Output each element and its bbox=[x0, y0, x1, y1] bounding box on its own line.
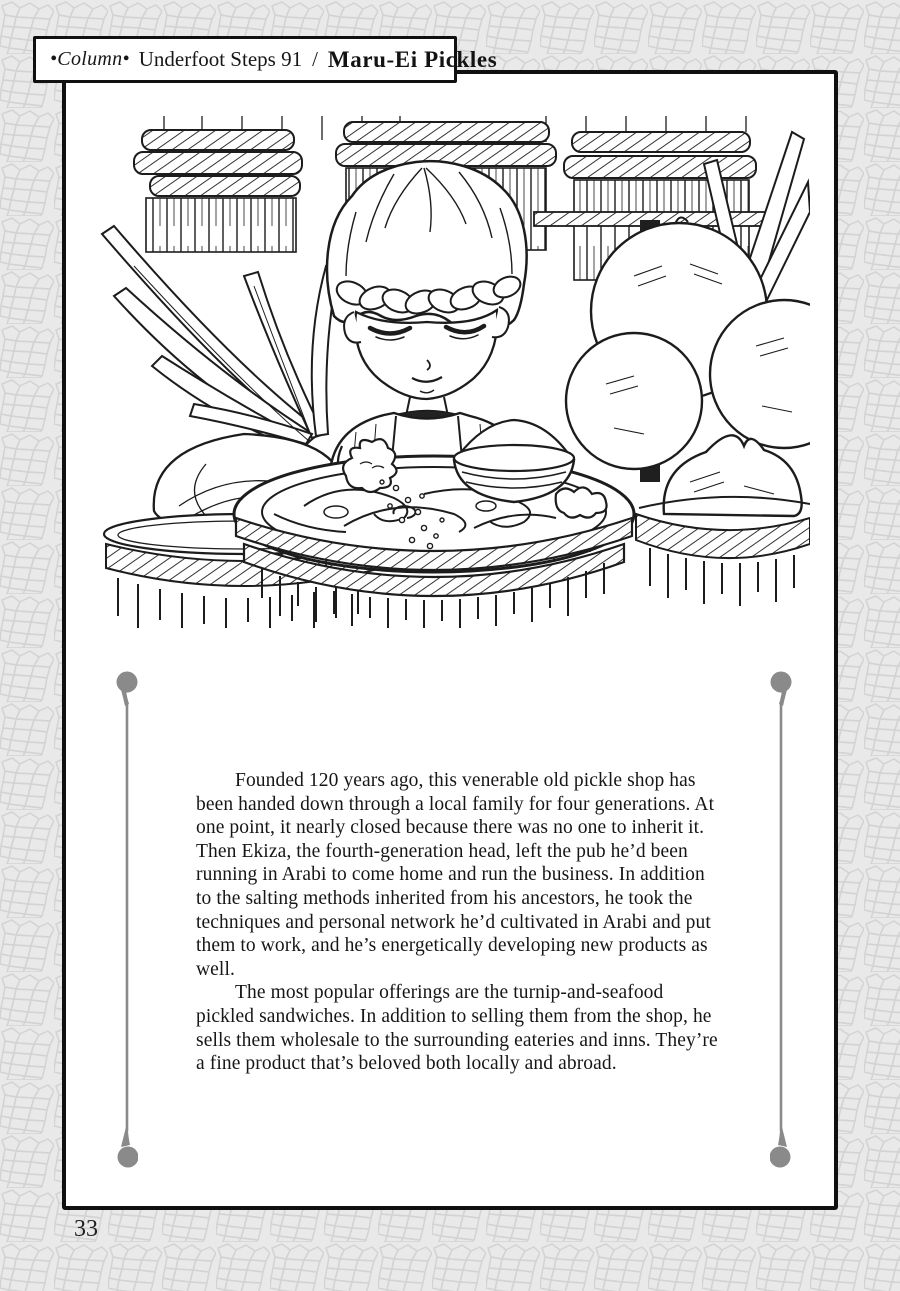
series-title: Underfoot Steps 91 bbox=[138, 47, 303, 71]
right-frame-bar bbox=[770, 669, 794, 1179]
page-number: 33 bbox=[74, 1216, 98, 1242]
body-paragraph-2: The most popular offerings are the turnip-and-seafood pickled sandwiches. In addition to selling them from the shop, he sells them wholesale to the surrounding eateries and inns. They’re a fine product that’s beloved both locally and abroad. bbox=[196, 982, 718, 1075]
page-panel bbox=[62, 70, 838, 1210]
body-text bbox=[196, 769, 722, 1076]
text-section bbox=[66, 669, 834, 1179]
illustration-svg bbox=[94, 116, 810, 628]
illustration bbox=[94, 116, 810, 628]
face bbox=[355, 310, 497, 399]
column-title-box bbox=[33, 36, 498, 83]
left-frame-bar bbox=[114, 669, 138, 1179]
pickle-barrel bbox=[234, 456, 634, 628]
bowl-rim bbox=[454, 445, 574, 471]
column-label: •Column• bbox=[50, 48, 130, 70]
shop-name: Maru-Ei Pickles bbox=[327, 46, 498, 72]
body-paragraph-1: Founded 120 years ago, this venerable old pickle shop has been handed down through a local family for four generations. At one point, it nearly closed because there was no one to inherit it. Then Ekiza, the fourth-generation head, left the pub he’d been running in Arabi to come home and run the business. In addition to the salting methods inherited from his ancestors, he took the techniques and personal network he’d cultivated in Arabi and put them to work, and he’s energetically developing new products as well. bbox=[196, 770, 715, 980]
title-separator: / bbox=[312, 47, 318, 71]
